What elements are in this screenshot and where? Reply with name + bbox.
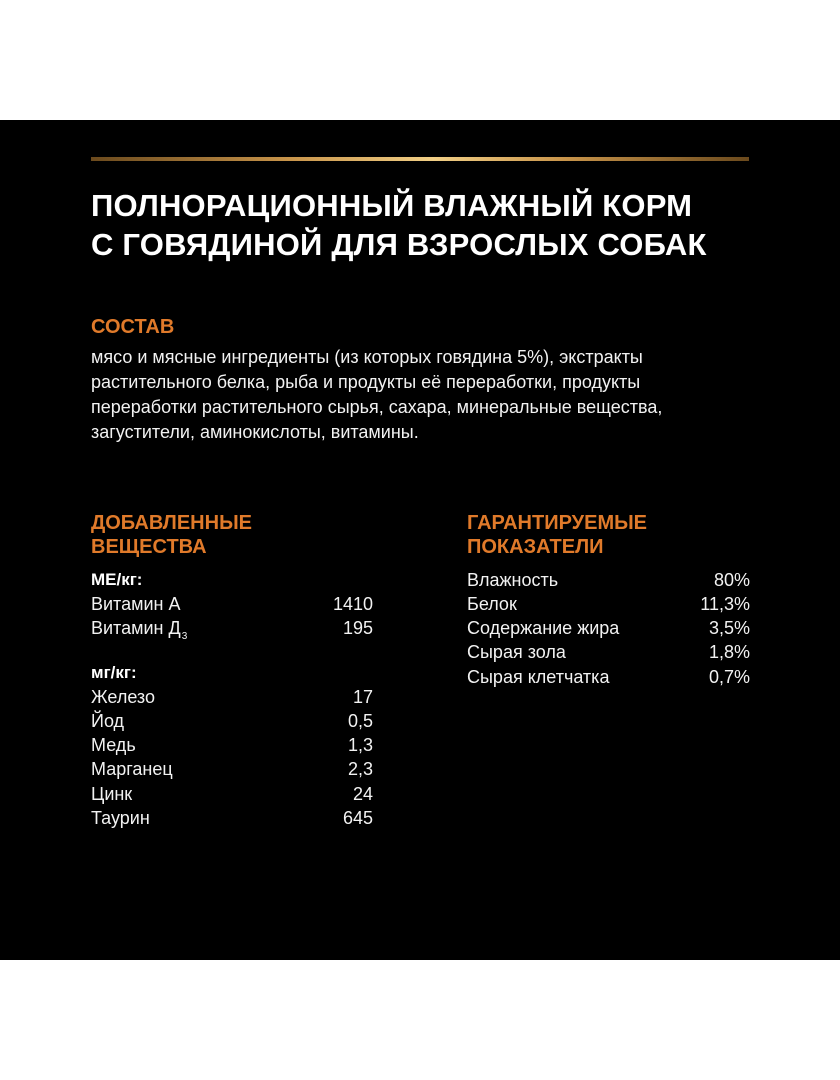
nutrient-row-taurine [91,806,373,830]
guaranteed-heading-line-1: ГАРАНТИРУЕМЫЕ [467,512,648,534]
nutrient-row-iron [91,685,373,709]
analysis-name: Содержание жира [467,618,620,638]
nutrient-name: Железо [91,687,155,707]
unit-label-iu-per-kg: МЕ/кг: [91,570,143,589]
composition-heading: СОСТАВ [91,316,175,338]
composition-line: переработки растительного сырья, сахара, минеральные вещества, [91,397,663,417]
nutrient-row-vitamin-d3 [91,616,373,640]
nutrient-name: Таурин [91,808,150,828]
nutrient-value: 17 [352,687,373,707]
guaranteed-heading-line-2: ПОКАЗАТЕЛИ [467,536,604,558]
analysis-row-protein [467,592,750,616]
analysis-row-moisture [467,568,750,592]
analysis-row-fat [467,616,750,640]
composition-text [91,345,751,445]
nutrient-row-manganese [91,757,373,781]
additives-heading-line-1: ДОБАВЛЕННЫЕ [91,512,252,534]
nutrient-row-vitamin-a [91,592,373,616]
analysis-value: 1,8% [708,642,750,662]
gold-divider-line [91,157,749,161]
analysis-name: Влажность [467,570,559,590]
analysis-value: 80% [713,570,750,590]
nutrient-name: Медь [91,735,136,755]
nutrient-name: Йод [91,711,125,731]
nutrient-value: 645 [342,808,373,828]
composition-line: загустители, аминокислоты, витамины. [91,422,419,442]
analysis-name: Сырая зола [467,642,566,662]
nutrient-row-iodine [91,709,373,733]
composition-line: мясо и мясные ингредиенты (из которых говядина 5%), экстракты [91,347,643,367]
additives-heading-line-2: ВЕЩЕСТВА [91,536,207,558]
nutrient-name-subscript: 3 [181,631,188,642]
analysis-row-ash [467,640,750,664]
analysis-name: Сырая клетчатка [467,667,610,687]
analysis-row-fiber [467,665,750,689]
product-title [91,186,771,264]
nutrient-name-text: Витамин Д [91,618,181,638]
analysis-value: 3,5% [708,618,750,638]
product-title-line-2: С ГОВЯДИНОЙ ДЛЯ ВЗРОСЛЫХ СОБАК [91,227,707,262]
nutrient-name [91,616,187,649]
nutrient-name: Марганец [91,759,173,779]
unit-label-mg-per-kg: мг/кг: [91,663,137,682]
nutrient-row-copper [91,733,373,757]
additives-heading [91,511,252,559]
product-info-panel [0,120,840,960]
nutrient-value: 24 [352,784,373,804]
nutrient-value: 1,3 [347,735,373,755]
nutrient-value: 195 [342,618,373,638]
analysis-name: Белок [467,594,517,614]
analysis-value: 0,7% [708,667,750,687]
nutrient-value: 1410 [332,594,373,614]
nutrient-value: 0,5 [347,711,373,731]
guaranteed-heading [467,511,647,559]
nutrient-value: 2,3 [347,759,373,779]
nutrient-name: Цинк [91,784,133,804]
composition-line: растительного белка, рыба и продукты её переработки, продукты [91,372,641,392]
nutrient-name: Витамин А [91,594,181,614]
nutrient-row-zinc [91,782,373,806]
product-title-line-1: ПОЛНОРАЦИОННЫЙ ВЛАЖНЫЙ КОРМ [91,188,693,223]
analysis-value: 11,3% [700,594,750,614]
